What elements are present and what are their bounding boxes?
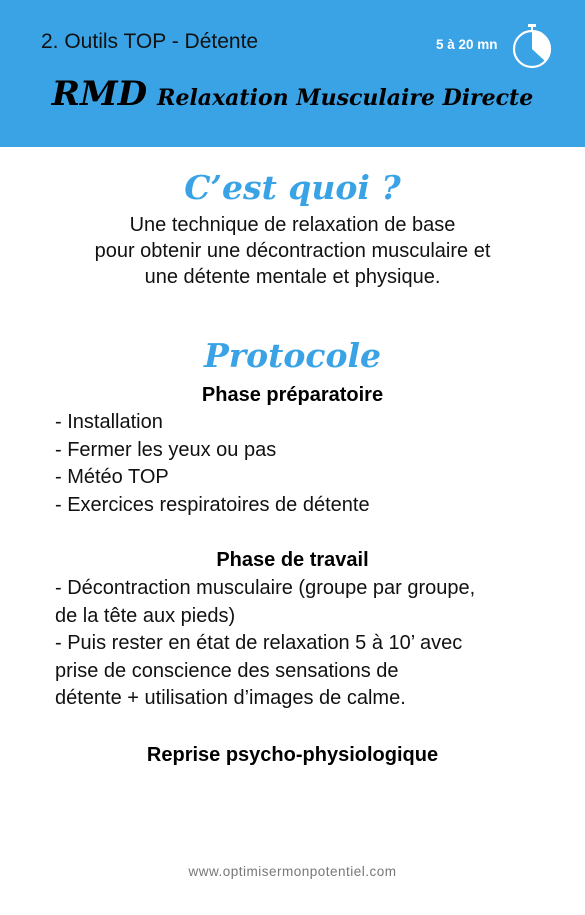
description-line: une détente mentale et physique. — [144, 266, 441, 288]
what-is-it-description — [0, 212, 585, 290]
section-label: 2. Outils TOP - Détente — [41, 30, 259, 53]
list-line: détente + utilisation d’images de calme. — [55, 687, 406, 709]
description-line: Une technique de relaxation de base — [129, 214, 456, 236]
title-full: Relaxation Musculaire Directe — [157, 85, 534, 111]
title-abbreviation: RMD — [51, 74, 148, 114]
list-line: - Puis rester en état de relaxation 5 à 10’ avec — [55, 632, 463, 654]
protocol-heading: Protocole — [203, 336, 382, 375]
work-phase-title: Phase de travail — [216, 549, 369, 571]
stopwatch-icon — [509, 23, 555, 69]
footer-url: www.optimisermonpotentiel.com — [188, 864, 397, 879]
description-line: pour obtenir une décontraction musculaire et — [94, 240, 491, 262]
list-line: prise de conscience des sensations de — [55, 659, 399, 682]
what-is-it-heading: C’est quoi ? — [184, 168, 401, 207]
page-title — [0, 74, 585, 114]
recovery-phase-title: Reprise psycho-physiologique — [146, 744, 439, 766]
list-item: - Exercices respiratoires de détente — [55, 493, 370, 516]
work-phase-text — [55, 575, 555, 713]
header-banner — [0, 0, 585, 147]
list-item: - Météo TOP — [55, 466, 169, 488]
list-item: - Fermer les yeux ou pas — [55, 438, 277, 461]
list-line: de la tête aux pieds) — [55, 604, 236, 627]
preparatory-phase-title: Phase préparatoire — [201, 384, 384, 406]
list-item: - Installation — [55, 411, 163, 433]
preparatory-phase-list — [55, 409, 555, 519]
duration-label: 5 à 20 mn — [436, 37, 498, 52]
list-line: - Décontraction musculaire (groupe par groupe, — [55, 577, 476, 599]
